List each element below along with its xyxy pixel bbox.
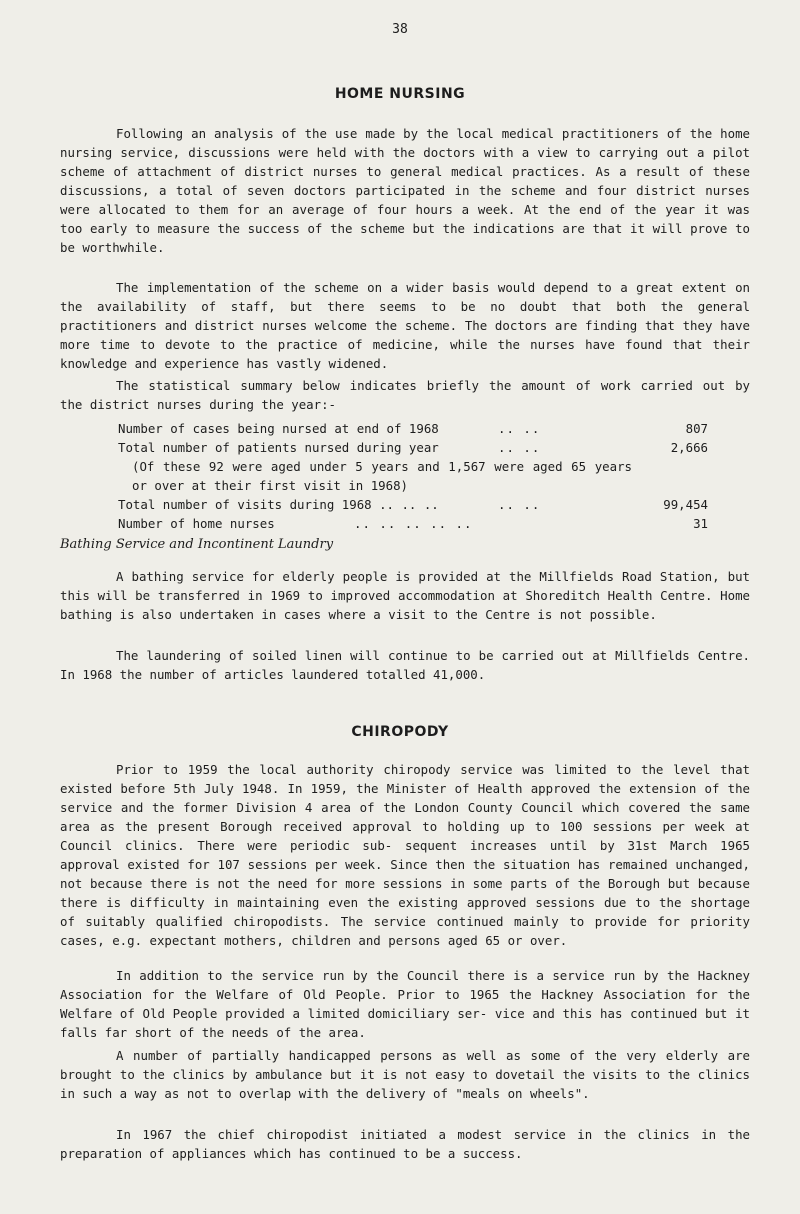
- leader-dots: .. ..: [498, 497, 541, 512]
- stat-row-cases: [118, 419, 718, 438]
- home-nursing-heading: HOME NURSING: [334, 86, 466, 102]
- stat-value: 2,666: [670, 440, 708, 455]
- home-nursing-paragraph-3: The statistical summary below indicates briefly the amount of work carried out by the district nurses during the year:-: [60, 378, 750, 412]
- chiropody-heading: CHIROPODY: [351, 724, 449, 740]
- stat-label: Total number of visits during 1968 .. .. ..: [118, 497, 439, 512]
- stat-row-patients: [118, 438, 718, 457]
- statistics-table: [118, 419, 718, 533]
- stat-value: 807: [685, 421, 708, 436]
- bathing-subheading: Bathing Service and Incontinent Laundry: [60, 537, 334, 552]
- stat-label: Number of home nurses: [118, 516, 275, 531]
- home-nursing-paragraph-1: Following an analysis of the use made by the local medical practitioners of the home nursing service, discussions were held with the doctors with a view to carrying out a pilot scheme of attachment of district nurses to general medical practices. As a result of these discussions, a total of seven doctors participated in the scheme and four district nurses were allocated to them for an average of four hours a week. At the end of the year it was too early to measure the success of the scheme but the indications are that it will prove to be worthwhile.: [60, 126, 750, 255]
- stat-label: Total number of patients nursed during year: [118, 440, 439, 455]
- stat-row-visits: [118, 495, 718, 514]
- stat-value: 99,454: [663, 497, 708, 512]
- chiropody-paragraph-4: In 1967 the chief chiropodist initiated a modest service in the clinics in the preparation of appliances which has continued to be a success.: [60, 1127, 750, 1161]
- stat-value: 31: [693, 516, 708, 531]
- chiropody-paragraph-1: Prior to 1959 the local authority chiropody service was limited to the level that existed before 5th July 1948. In 1959, the Minister of Health approved the extension of the service and the former Division 4 area of the London County Council which covered the same area as the present Borough received approval to holding up to 100 sessions per week at Council clinics. There were periodic sub- sequent increases until by 31st March 1965 approval existed for 107 sessions per week. Since then the situation has remained unchanged, not because there is not the need for more sessions in some parts of the Borough but because there is difficulty in maintaining even the existing approved sessions due to the shortage of suitably qualified chiropodists. The service continued mainly to provide for priority cases, e.g. expectant mothers, children and persons aged 65 or over.: [60, 762, 750, 948]
- bathing-paragraph-2: The laundering of soiled linen will continue to be carried out at Millfields Centre. In 1968 the number of articles laundered totalled 41,000.: [60, 648, 750, 682]
- stat-row-nurses: [118, 514, 718, 533]
- chiropody-paragraph-3: A number of partially handicapped persons as well as some of the very elderly are brought to the clinics by ambulance but it is not easy to dovetail the visits to the clinics in such a way as not to overlap with the delivery of "meals on wheels".: [60, 1048, 750, 1101]
- home-nursing-paragraph-2: The implementation of the scheme on a wider basis would depend to a great extent on the availability of staff, but there seems to be no doubt that both the general practitioners and district nurses welcome the scheme. The doctors are finding that they have more time to devote to the practice of medicine, while the nurses have found that their knowledge and experience has vastly widened.: [60, 280, 750, 371]
- bathing-paragraph-1: A bathing service for elderly people is provided at the Millfields Road Station, but this will be transferred in 1969 to improved accommodation at Shoreditch Health Centre. Home bathing is also undertaken in cases where a visit to the Centre is not possible.: [60, 569, 750, 622]
- page-number: 38: [392, 22, 408, 37]
- stat-note: (Of these 92 were aged under 5 years and 1,567 were aged 65 years or over at their first visit in 1968): [132, 459, 632, 493]
- chiropody-paragraph-2: In addition to the service run by the Council there is a service run by the Hackney Association for the Welfare of Old People. Prior to 1965 the Hackney Association for the Welfare of Old People provided a limited domiciliary ser- vice and this has continued but it falls far short of the needs of the area.: [60, 968, 750, 1040]
- leader-dots: .. ..: [498, 421, 541, 436]
- stat-label: Number of cases being nursed at end of 1968: [118, 421, 439, 436]
- leader-dots: .. ..: [498, 440, 541, 455]
- leader-dots: .. .. .. .. ..: [354, 516, 473, 531]
